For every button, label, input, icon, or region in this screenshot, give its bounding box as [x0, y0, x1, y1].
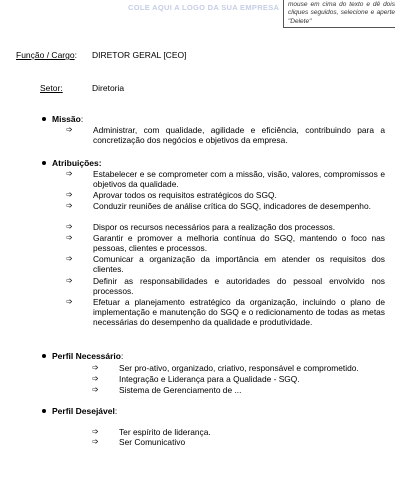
arrow-icon: ➩	[66, 222, 73, 231]
setor-label: Setor:	[40, 83, 63, 93]
company-logo-placeholder: COLE AQUI A LOGO DA SUA EMPRESA	[128, 3, 280, 12]
atribuicao-item: Garantir e promover a melhoria contínua do SGQ, mantendo o foco nas pessoas, clientes e processos.	[93, 233, 385, 253]
arrow-icon: ➩	[66, 254, 73, 263]
atribuicao-item: Conduzir reuniões de análise crítica do SGQ, indicadores de desempenho.	[93, 201, 371, 211]
arrow-icon: ➩	[66, 297, 73, 306]
arrow-icon: ➩	[66, 169, 73, 178]
instruction-note: mouse em cima do texto e dê dois cliques seguidos, selecione e aperte "Delete"	[283, 0, 395, 28]
atribuicao-item: Comunicar a organização da importância em atender os requisitos dos clientes.	[93, 254, 385, 274]
atribuicao-item: Estabelecer e se comprometer com a missão, visão, valores, compromissos e objetivos da qualidade.	[93, 169, 385, 189]
section-atribuicoes: Atribuições:	[42, 158, 102, 168]
bullet-dot	[42, 117, 46, 121]
bullet-dot	[42, 354, 46, 358]
setor-value: Diretoria	[92, 83, 125, 93]
arrow-icon: ➩	[66, 201, 73, 210]
section-missao: Missão:	[42, 114, 83, 124]
perfil-desejavel-item: Ser Comunicativo	[119, 437, 186, 447]
perfil-desejavel-item: Ter espírito de liderança.	[119, 427, 211, 437]
section-perfil-necessario: Perfil Necessário:	[42, 351, 123, 361]
atribuicao-item: Definir as responsabilidades e autoridades do pessoal envolvido nos processos.	[93, 276, 385, 296]
perfil-necessario-item: Ser pro-ativo, organizado, criativo, responsável e comprometido.	[119, 363, 359, 373]
section-perfil-desejavel: Perfil Desejável:	[42, 406, 117, 416]
arrow-icon: ➩	[92, 363, 99, 372]
arrow-icon: ➩	[92, 437, 99, 446]
arrow-icon: ➩	[66, 125, 73, 134]
bullet-dot	[42, 161, 46, 165]
arrow-icon: ➩	[66, 190, 73, 199]
arrow-icon: ➩	[66, 233, 73, 242]
atribuicao-item: Dispor os recursos necessários para a realização dos processos.	[93, 222, 336, 232]
arrow-icon: ➩	[92, 427, 99, 436]
perfil-necessario-item: Integração e Liderança para a Qualidade - SGQ.	[119, 374, 300, 384]
atribuicao-item: Efetuar a planejamento estratégico da organização, incluindo o plano de implementação e manutenção do SGQ e o redicionamento de todas as metas necessárias do desempenho da qualidade e produtividade.	[93, 297, 385, 327]
perfil-necessario-item: Sistema de Gerenciamento de ...	[119, 385, 242, 395]
atribuicao-item: Aprovar todos os requisitos estratégicos do SGQ.	[93, 190, 277, 200]
bullet-dot	[42, 409, 46, 413]
arrow-icon: ➩	[92, 385, 99, 394]
arrow-icon: ➩	[92, 374, 99, 383]
arrow-icon: ➩	[66, 276, 73, 285]
funcao-value: DIRETOR GERAL [CEO]	[92, 50, 187, 60]
missao-item: Administrar, com qualidade, agilidade e eficiência, contribuindo para a concretização dos negócios e objetivos da empresa.	[93, 125, 385, 145]
funcao-label: Função / Cargo:	[16, 50, 77, 60]
